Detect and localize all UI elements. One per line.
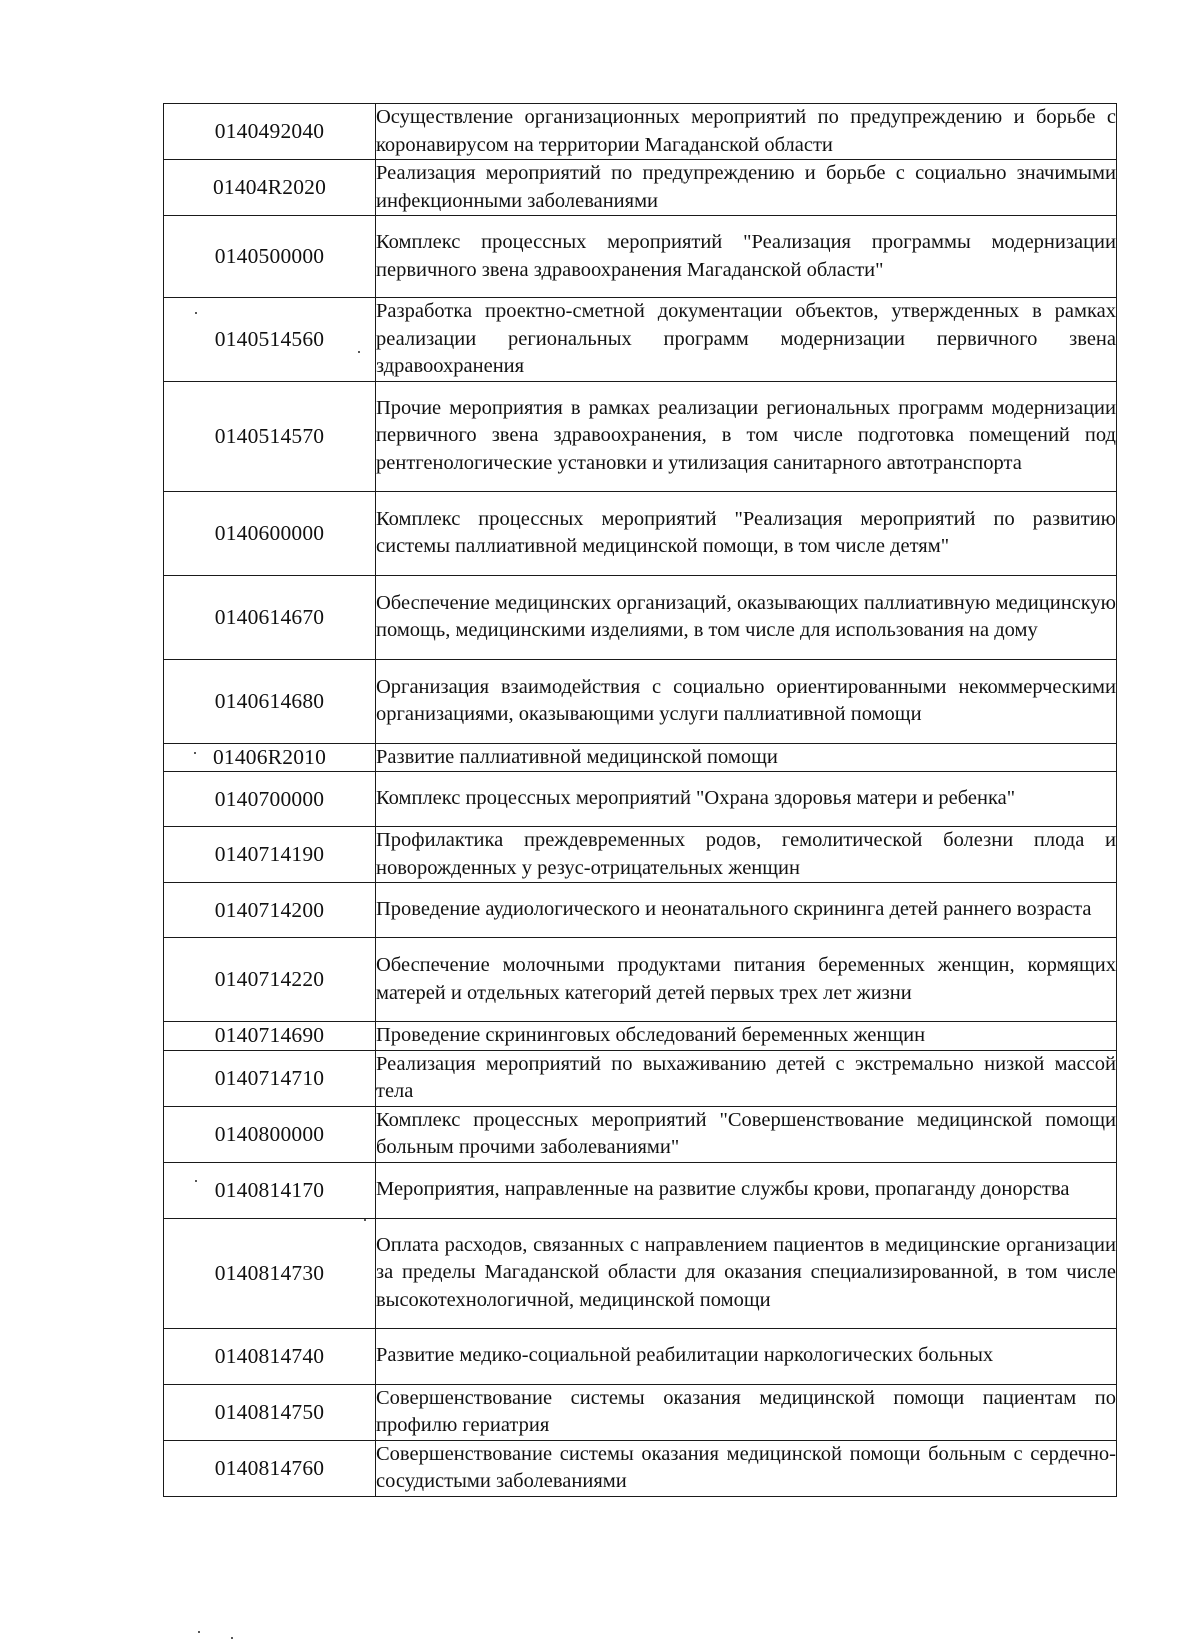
description-cell: Развитие паллиативной медицинской помощи — [376, 743, 1117, 772]
table-row — [164, 827, 1117, 883]
description-cell: Мероприятия, направленные на развитие службы крови, пропаганду донорства — [376, 1162, 1117, 1218]
scan-speck — [195, 1180, 197, 1182]
table-row — [164, 659, 1117, 743]
table-row — [164, 1022, 1117, 1051]
table-row — [164, 772, 1117, 827]
scan-speck — [195, 312, 197, 314]
scan-speck — [198, 1631, 200, 1633]
table-row — [164, 1384, 1117, 1440]
code-cell: 0140714690 — [164, 1022, 376, 1051]
table-row — [164, 381, 1117, 491]
code-cell: 0140714710 — [164, 1050, 376, 1106]
scan-speck — [358, 351, 360, 353]
table-row — [164, 1106, 1117, 1162]
code-cell: 0140814730 — [164, 1218, 376, 1328]
code-cell: 0140814740 — [164, 1328, 376, 1384]
table-row — [164, 743, 1117, 772]
description-cell: Комплекс процессных мероприятий "Охрана здоровья матери и ребенка" — [376, 772, 1117, 827]
code-cell: 0140700000 — [164, 772, 376, 827]
code-cell: 0140814750 — [164, 1384, 376, 1440]
code-cell: 0140514570 — [164, 381, 376, 491]
code-cell: 0140600000 — [164, 491, 376, 575]
code-cell: 0140514560 — [164, 298, 376, 382]
code-cell: 01406R2010 — [164, 743, 376, 772]
code-cell: 0140492040 — [164, 104, 376, 160]
scan-speck — [364, 1219, 366, 1221]
table-body — [164, 104, 1117, 1497]
description-cell: Совершенствование системы оказания медицинской помощи больным с сердечно-сосудистыми заболеваниями — [376, 1440, 1117, 1496]
code-cell: 0140814170 — [164, 1162, 376, 1218]
description-cell: Обеспечение медицинских организаций, оказывающих паллиативную медицинскую помощь, медицинскими изделиями, в том числе для использования на дому — [376, 575, 1117, 659]
table-row — [164, 298, 1117, 382]
description-cell: Проведение скрининговых обследований беременных женщин — [376, 1022, 1117, 1051]
description-cell: Профилактика преждевременных родов, гемолитической болезни плода и новорожденных у резус-отрицательных женщин — [376, 827, 1117, 883]
description-cell: Комплекс процессных мероприятий "Совершенствование медицинской помощи больным прочими заболеваниями" — [376, 1106, 1117, 1162]
budget-codes-table — [163, 103, 1117, 1497]
description-cell: Проведение аудиологического и неонатального скрининга детей раннего возраста — [376, 883, 1117, 938]
scan-speck — [231, 1637, 233, 1639]
description-cell: Комплекс процессных мероприятий "Реализация мероприятий по развитию системы паллиативной медицинской помощи, в том числе детям" — [376, 491, 1117, 575]
description-cell: Совершенствование системы оказания медицинской помощи пациентам по профилю гериатрия — [376, 1384, 1117, 1440]
code-cell: 0140800000 — [164, 1106, 376, 1162]
description-cell: Осуществление организационных мероприятий по предупреждению и борьбе с коронавирусом на территории Магаданской области — [376, 104, 1117, 160]
code-cell: 01404R2020 — [164, 160, 376, 216]
code-cell: 0140714220 — [164, 938, 376, 1022]
table-row — [164, 1162, 1117, 1218]
scan-speck — [194, 752, 196, 754]
table-row — [164, 1440, 1117, 1496]
description-cell: Разработка проектно-сметной документации объектов, утвержденных в рамках реализации региональных программ модернизации первичного звена здравоохранения — [376, 298, 1117, 382]
description-cell: Развитие медико-социальной реабилитации наркологических больных — [376, 1328, 1117, 1384]
table-row — [164, 104, 1117, 160]
table-row — [164, 575, 1117, 659]
description-cell: Реализация мероприятий по предупреждению и борьбе с социально значимыми инфекционными заболеваниями — [376, 160, 1117, 216]
table-row — [164, 1050, 1117, 1106]
table-row — [164, 160, 1117, 216]
code-cell: 0140714200 — [164, 883, 376, 938]
description-cell: Оплата расходов, связанных с направлением пациентов в медицинские организации за пределы Магаданской области для оказания специализированной, в том числе высокотехнологичной, медицинской помощи — [376, 1218, 1117, 1328]
table-row — [164, 883, 1117, 938]
description-cell: Обеспечение молочными продуктами питания беременных женщин, кормящих матерей и отдельных категорий детей первых трех лет жизни — [376, 938, 1117, 1022]
description-cell: Комплекс процессных мероприятий "Реализация программы модернизации первичного звена здравоохранения Магаданской области" — [376, 216, 1117, 298]
description-cell: Реализация мероприятий по выхаживанию детей с экстремально низкой массой тела — [376, 1050, 1117, 1106]
code-cell: 0140614680 — [164, 659, 376, 743]
description-cell: Организация взаимодействия с социально ориентированными некоммерческими организациями, оказывающими услуги паллиативной помощи — [376, 659, 1117, 743]
table-row — [164, 938, 1117, 1022]
code-cell: 0140714190 — [164, 827, 376, 883]
code-cell: 0140500000 — [164, 216, 376, 298]
code-cell: 0140814760 — [164, 1440, 376, 1496]
table-row — [164, 216, 1117, 298]
table-row — [164, 1218, 1117, 1328]
code-cell: 0140614670 — [164, 575, 376, 659]
table-row — [164, 491, 1117, 575]
table-row — [164, 1328, 1117, 1384]
description-cell: Прочие мероприятия в рамках реализации региональных программ модернизации первичного звена здравоохранения, в том числе подготовка помещений под рентгенологические установки и утилизация санитарного автотранспорта — [376, 381, 1117, 491]
